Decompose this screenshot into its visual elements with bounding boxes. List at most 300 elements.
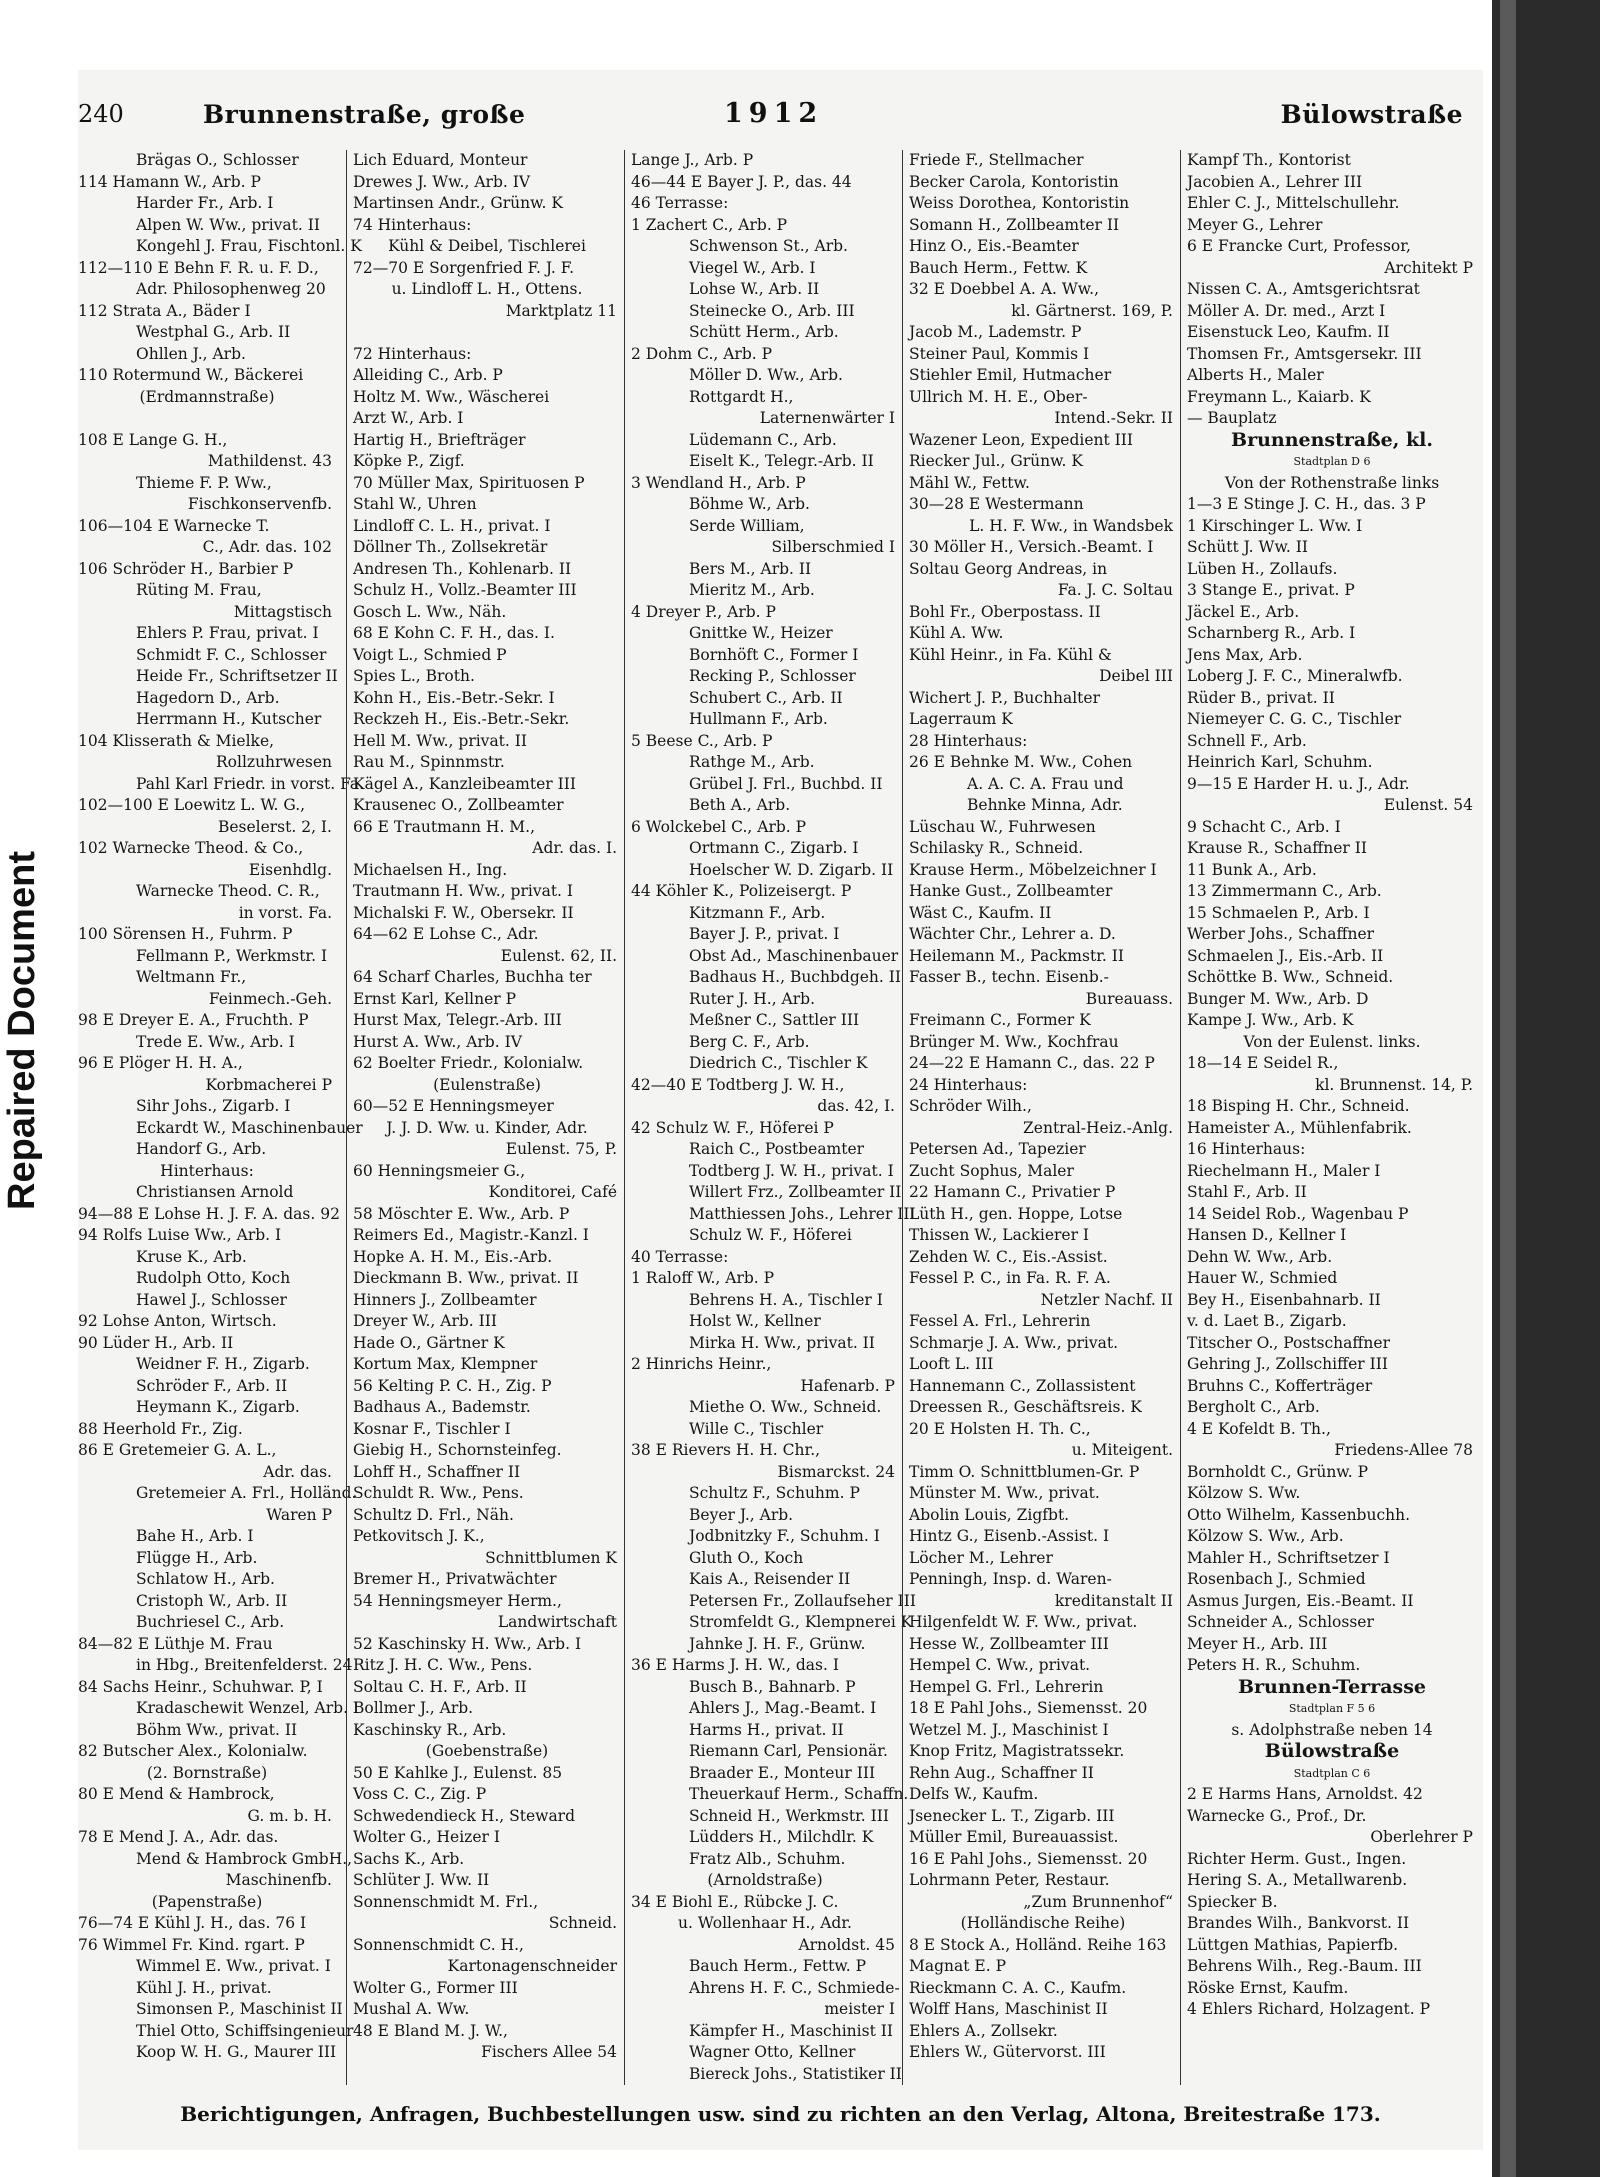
directory-entry: Rieckmann C. A. C., Kaufm. (909, 1978, 1127, 1997)
directory-entry: Reimers Ed., Magistr.-Kanzl. I (353, 1226, 589, 1244)
directory-entry: Kruse K., Arb. (136, 1247, 247, 1266)
directory-entry: 52 Kaschinsky H. Ww., Arb. I (353, 1634, 582, 1653)
directory-entry: Sonnenschmidt M. Frl., (353, 1892, 539, 1911)
directory-entry: Wetzel M. J., Maschinist I (909, 1720, 1109, 1739)
directory-entry: Cristoph W., Arb. II (136, 1591, 288, 1610)
directory-entry: 96 E Plöger H. H. A., (78, 1054, 243, 1072)
publisher-footer: Berichtigungen, Anfragen, Buchbestellungen usw. sind zu richten an den Verlag, Altona, Breitestraße 173. (180, 2102, 1381, 2126)
directory-entry: Schlatow H., Arb. (136, 1570, 275, 1588)
directory-entry: Hagedorn D., Arb. (136, 688, 280, 707)
directory-entry: Lüdemann C., Arb. (689, 430, 837, 449)
directory-entry: 112—110 E Behn F. R. u. F. D., (78, 258, 319, 277)
directory-entry: Kölzow S. Ww. (1187, 1484, 1301, 1502)
directory-entry: Niemeyer C. G. C., Tischler (1187, 710, 1402, 728)
directory-entry: Konditorei, Café (488, 1183, 617, 1201)
directory-entry: Lindloff C. L. H., privat. I (353, 516, 551, 535)
directory-entry: Fellmann P., Werkmstr. I (136, 946, 328, 965)
directory-entry: Stromfeldt G., Klempnerei K (689, 1613, 913, 1631)
directory-entry: 11 Bunk A., Arb. (1187, 860, 1317, 879)
directory-entry: Intend.-Sekr. II (1054, 409, 1173, 427)
directory-entry: Nissen C. A., Amtsgerichtsrat (1187, 280, 1420, 298)
directory-entry: Alberts H., Maler (1187, 366, 1324, 384)
directory-entry: Schmidt F. C., Schlosser (136, 645, 327, 664)
directory-entry: Kampf Th., Kontorist (1187, 151, 1351, 169)
directory-entry: Adr. das. (263, 1462, 332, 1481)
directory-entry: 28 Hinterhaus: (909, 731, 1028, 750)
directory-entry: Bauch Herm., Fettw. K (909, 258, 1088, 277)
directory-entry (78, 408, 336, 430)
directory-entry: Wäst C., Kaufm. II (909, 903, 1052, 922)
directory-entry: Raich C., Postbeamter (689, 1140, 865, 1158)
directory-entry: Somann H., Zollbeamter II (909, 215, 1120, 234)
directory-entry: Alpen W. Ww., privat. II (136, 215, 320, 234)
directory-entry: Werber Johs., Schaffner (1187, 925, 1375, 943)
directory-entry: Müller Emil, Bureauassist. (909, 1828, 1119, 1846)
directory-entry: Dreessen R., Geschäftsreis. K (909, 1398, 1142, 1416)
directory-entry: 56 Kelting P. C. H., Zig. P (353, 1376, 552, 1395)
directory-entry: Jodbnitzky F., Schuhm. I (689, 1527, 880, 1545)
directory-entry: Ohllen J., Arb. (136, 344, 246, 363)
directory-entry: Krausenec O., Zollbeamter (353, 796, 564, 814)
directory-entry: Ehlers W., Gütervorst. III (909, 2043, 1106, 2061)
directory-entry: 2 Dohm C., Arb. P (631, 344, 773, 363)
directory-entry: Fischers Allee 54 (481, 2043, 617, 2061)
directory-entry: (Holländische Reihe) (960, 1914, 1126, 1932)
directory-entry: Laternenwärter I (759, 409, 895, 427)
directory-entry: Kosnar F., Tischler I (353, 1419, 511, 1438)
directory-entry: Behrens H. A., Tischler I (689, 1290, 883, 1309)
directory-entry: Hering S. A., Metallwarenb. (1187, 1871, 1408, 1889)
directory-entry: Hauer W., Schmied (1187, 1269, 1338, 1287)
directory-entry: 9 Schacht C., Arb. I (1187, 817, 1341, 836)
directory-entry: Meyer G., Lehrer (1187, 215, 1323, 234)
directory-entry: Deibel III (1099, 667, 1173, 685)
directory-entry: Fessel P. C., in Fa. R. F. A. (909, 1269, 1111, 1287)
directory-entry: 94 Rolfs Luise Ww., Arb. I (78, 1226, 282, 1244)
directory-entry: Kongehl J. Frau, Fischtonl. K (136, 237, 362, 255)
directory-entry: Schultz D. Frl., Näh. (353, 1505, 514, 1524)
directory-entry: Mend & Hambrock GmbH., (136, 1849, 353, 1868)
directory-entry: Hempel G. Frl., Lehrerin (909, 1677, 1104, 1696)
directory-entry: Thiel Otto, Schiffsingenieur (136, 2021, 354, 2040)
directory-entry: Westphal G., Arb. II (136, 323, 291, 341)
directory-entry: u. Miteigent. (1071, 1441, 1173, 1459)
directory-entry: 74 Hinterhaus: (353, 215, 472, 234)
directory-entry: Möller D. Ww., Arb. (689, 366, 843, 384)
directory-entry: in vorst. Fa. (238, 903, 332, 922)
directory-entry: Willert Frz., Zollbeamter II (689, 1183, 902, 1201)
directory-entry: Jens Max, Arb. (1187, 645, 1303, 664)
directory-entry: C., Adr. das. 102 (202, 538, 332, 556)
directory-entry: Voss C. C., Zig. P (353, 1785, 487, 1803)
directory-entry: 64 Scharf Charles, Buchha ter (353, 968, 592, 986)
directory-entry: Asmus Jurgen, Eis.-Beamt. II (1187, 1591, 1414, 1610)
directory-entry: Netzler Nachf. II (1040, 1290, 1173, 1309)
directory-entry: Rüder B., privat. II (1187, 688, 1335, 707)
directory-entry: Hilgenfeldt W. F. Ww., privat. (909, 1613, 1138, 1631)
directory-entry: Kühl A. Ww. (909, 624, 1004, 642)
directory-entry: Stahl F., Arb. II (1187, 1183, 1307, 1201)
directory-entry: Abolin Louis, Zigfbt. (909, 1505, 1070, 1524)
directory-entry: Möller A. Dr. med., Arzt I (1187, 301, 1386, 320)
directory-entry: Ahrens H. F. C., Schmiede- (689, 1978, 900, 1997)
directory-entry: 72 Hinterhaus: (353, 344, 472, 363)
directory-entry: Arnoldst. 45 (798, 1935, 895, 1954)
directory-entry: Brägas O., Schlosser (136, 151, 299, 169)
directory-entry: Brünger M. Ww., Kochfrau (909, 1032, 1119, 1051)
directory-entry: Heilemann M., Packmstr. II (909, 946, 1124, 965)
directory-entry: Kradaschewit Wenzel, Arb. I (136, 1699, 360, 1717)
directory-entry: G. m. b. H. (247, 1806, 332, 1825)
directory-entry: 18—14 E Seidel R., (1187, 1054, 1339, 1072)
directory-entry: in Hbg., Breitenfelderst. 24 (136, 1656, 353, 1674)
directory-entry: Koop W. H. G., Maurer III (136, 2043, 337, 2061)
directory-entry: 3 Wendland H., Arb. P (631, 473, 806, 492)
directory-entry: Schneider A., Schlosser (1187, 1613, 1374, 1631)
directory-entry: Berg C. F., Arb. (689, 1032, 810, 1051)
directory-entry: Biereck Johs., Statistiker II (689, 2064, 902, 2083)
directory-entry: 2 E Harms Hans, Arnoldst. 42 (1187, 1785, 1423, 1803)
directory-entry: 22 Hamann C., Privatier P (909, 1183, 1116, 1201)
directory-entry: Wolter G., Heizer I (353, 1828, 500, 1846)
directory-entry: Loberg J. F. C., Mineralwfb. (1187, 667, 1403, 685)
directory-entry: Heymann K., Zigarb. (136, 1398, 300, 1416)
directory-entry: Sihr Johs., Zigarb. I (136, 1097, 291, 1115)
directory-entry: Kaschinsky R., Arb. (353, 1720, 507, 1739)
directory-entry: Delfs W., Kaufm. (909, 1785, 1039, 1803)
directory-entry: Lüth H., gen. Hoppe, Lotse (909, 1204, 1123, 1223)
directory-entry: Bunger M. Ww., Arb. D (1187, 989, 1369, 1008)
directory-entry: L. H. F. Ww., in Wandsbek (969, 516, 1173, 535)
directory-entry: 5 Beese C., Arb. P (631, 731, 773, 750)
directory-entry: Wimmel E. Ww., privat. I (136, 1957, 331, 1975)
directory-entry: Gehring J., Zollschiffer III (1187, 1355, 1389, 1373)
directory-entry: Hameister A., Mühlenfabrik. (1187, 1118, 1412, 1137)
directory-entry: Hopke A. H. M., Eis.-Arb. (353, 1247, 553, 1266)
directory-entry: Behnke Minna, Adr. (967, 796, 1123, 814)
directory-entry: Eisenhdlg. (248, 860, 332, 879)
directory-entry: Rudolph Otto, Koch (136, 1269, 291, 1287)
directory-entry: Ullrich M. H. E., Ober- (909, 387, 1088, 406)
directory-entry: 110 Rotermund W., Bäckerei (78, 366, 304, 384)
directory-entry: 42 Schulz W. F., Höferei P (631, 1118, 834, 1137)
directory-entry: Schlüter J. Ww. II (353, 1871, 490, 1889)
stadtplan-note: Stadtplan C 6 (1293, 1766, 1371, 1780)
directory-entry: Hullmann F., Arb. (689, 710, 828, 728)
directory-entry: Matthiessen Johs., Lehrer III (689, 1204, 916, 1223)
directory-entry: Hoelscher W. D. Zigarb. II (689, 860, 894, 879)
directory-entry: Adr. das. I. (532, 839, 617, 857)
directory-entry: Jsenecker L. T., Zigarb. III (909, 1806, 1115, 1825)
directory-entry: (Arnoldstraße) (707, 1871, 823, 1889)
directory-entry: Hempel C. Ww., privat. (909, 1656, 1091, 1674)
directory-entry: Petersen Fr., Zollaufseher III (689, 1591, 916, 1610)
directory-entry: Looft L. III (909, 1355, 994, 1373)
directory-entry: Beyer J., Arb. (689, 1505, 794, 1524)
directory-entry: Hansen D., Kellner I (1187, 1226, 1347, 1244)
directory-entry: Bollmer J., Arb. (353, 1699, 474, 1717)
directory-entry: Steinecke O., Arb. III (689, 301, 855, 320)
directory-entry: Voigt L., Schmied P (353, 645, 507, 664)
directory-entry: 114 Hamann W., Arb. P (78, 172, 261, 191)
directory-entry: Waren P (266, 1505, 332, 1524)
directory-entry: Bahe H., Arb. I (136, 1527, 254, 1545)
directory-entry: kreditanstalt II (1054, 1591, 1173, 1610)
directory-entry: Steiner Paul, Kommis I (909, 344, 1090, 363)
directory-entry: Hafenarb. P (800, 1376, 895, 1395)
directory-entry: Recking P., Schlosser (689, 667, 856, 685)
directory-entry: 72—70 E Sorgenfried F. J. F. (353, 258, 575, 277)
directory-entry: Schmaelen J., Eis.-Arb. II (1187, 946, 1384, 965)
directory-entry: 108 E Lange G. H., (78, 430, 228, 449)
directory-entry: 106 Schröder H., Barbier P (78, 559, 294, 578)
directory-entry: Kölzow S. Ww., Arb. (1187, 1527, 1344, 1545)
directory-entry: Petkovitsch J. K., (353, 1527, 485, 1545)
directory-entry: 42—40 E Todtberg J. W. H., (631, 1075, 845, 1094)
section-heading: Brunnenstraße, kl. (1231, 428, 1433, 451)
repaired-document-stamp (0, 760, 44, 1300)
directory-entry: Gosch L. Ww., Näh. (353, 602, 507, 621)
directory-entry: Hartig H., Briefträger (353, 430, 526, 449)
directory-entry (353, 322, 621, 344)
directory-entry: Röske Ernst, Kaufm. (1187, 1978, 1349, 1997)
directory-entry: Löcher M., Lehrer (909, 1548, 1053, 1567)
directory-entry: Michalski F. W., Obersekr. II (353, 903, 574, 922)
directory-entry: J. J. D. Ww. u. Kinder, Adr. (386, 1118, 588, 1137)
stamp-text: Repaired Document (0, 850, 43, 1210)
directory-entry: Böhm Ww., privat. II (136, 1720, 298, 1739)
directory-entry: Bureauass. (1085, 989, 1173, 1008)
directory-entry: Bayer J. P., privat. I (689, 925, 840, 943)
directory-entry: Theuerkauf Herm., Schaffn. (689, 1785, 909, 1803)
directory-entry: Kämpfer H., Maschinist II (689, 2021, 893, 2040)
directory-entry: Eisenstuck Leo, Kaufm. II (1187, 323, 1390, 341)
directory-entry: Otto Wilhelm, Kassenbuchh. (1187, 1505, 1411, 1524)
directory-entry: Schröder Wilh., (909, 1097, 1032, 1115)
column-1 (78, 150, 365, 2085)
directory-entry: Kampe J. Ww., Arb. K (1187, 1011, 1354, 1029)
directory-entry: 84—82 E Lüthje M. Frau (78, 1634, 273, 1653)
directory-entry: kl. Gärtnerst. 169, P. (1011, 301, 1173, 320)
directory-entry: Harms H., privat. II (689, 1720, 844, 1739)
directory-entry: 24—22 E Hamann C., das. 22 P (909, 1054, 1155, 1072)
directory-entry: 104 Klisserath & Mielke, (78, 731, 275, 750)
directory-entry: Bremer H., Privatwächter (353, 1570, 557, 1588)
directory-entry: 8 E Stock A., Holländ. Reihe 163 (909, 1935, 1167, 1954)
directory-entry: Eulenst. 54 (1383, 796, 1473, 814)
directory-entry: u. Wollenhaar H., Adr. (678, 1914, 852, 1932)
directory-entry: 1 Raloff W., Arb. P (631, 1269, 775, 1287)
directory-entry: 68 E Kohn C. F. H., das. I. (353, 624, 555, 642)
directory-entry: Eckardt W., Maschinenbauer (136, 1118, 363, 1137)
directory-entry: 15 Schmaelen P., Arb. I (1187, 903, 1370, 922)
section-heading: Brunnen-Terrasse (1237, 1675, 1426, 1698)
directory-entry: Rollzuhrwesen (215, 753, 332, 771)
directory-entry: Wille C., Tischler (689, 1419, 824, 1438)
directory-entry: Thieme F. P. Ww., (136, 473, 272, 492)
directory-entry: 24 Hinterhaus: (909, 1075, 1028, 1094)
directory-entry: Arzt W., Arb. I (353, 409, 464, 427)
directory-entry: Von der Eulenst. links. (1243, 1032, 1421, 1051)
directory-entry: Warnecke Theod. C. R., (136, 882, 320, 900)
directory-entry: Lagerraum K (909, 710, 1013, 728)
directory-entry: Herrmann H., Kutscher (136, 710, 322, 728)
directory-entry: Mahler H., Schriftsetzer I (1187, 1548, 1390, 1567)
directory-entry: Schulz W. F., Höferei (689, 1226, 852, 1244)
directory-entry: 112 Strata A., Bäder I (78, 301, 251, 320)
directory-entry: 14 Seidel Rob., Wagenbau P (1187, 1204, 1409, 1223)
directory-entry: Silberschmied I (771, 538, 895, 556)
directory-entry: Lüschau W., Fuhrwesen (909, 817, 1096, 836)
directory-entry: Schuldt R. Ww., Pens. (353, 1484, 524, 1502)
stadtplan-note: Stadtplan D 6 (1293, 455, 1371, 468)
directory-entry: Mieritz M., Arb. (689, 581, 815, 599)
directory-entry: Korbmacherei P (205, 1075, 332, 1094)
directory-entry: Eiselt K., Telegr.-Arb. II (689, 452, 874, 470)
directory-entry: 13 Zimmermann C., Arb. (1187, 882, 1382, 900)
directory-entry: Bruhns C., Kofferträger (1187, 1376, 1373, 1395)
directory-entry: kl. Brunnenst. 14, P. (1315, 1075, 1473, 1094)
directory-entry: 3 Stange E., privat. P (1187, 581, 1355, 599)
left-running-title: Brunnenstraße, große (203, 100, 526, 129)
directory-entry: Rehn Aug., Schaffner II (909, 1763, 1094, 1782)
directory-entry: Lohff H., Schaffner II (353, 1462, 521, 1481)
directory-entry: 4 Dreyer P., Arb. P (631, 602, 776, 621)
directory-entry: Soltau C. H. F., Arb. II (353, 1677, 527, 1696)
directory-entry: 58 Möschter E. Ww., Arb. P (353, 1204, 570, 1223)
directory-entry: Lohse W., Arb. II (689, 280, 820, 298)
directory-entry: Bismarckst. 24 (777, 1462, 895, 1481)
directory-entry: Landwirtschaft (497, 1613, 617, 1631)
directory-entry: Buchriesel C., Arb. (136, 1613, 285, 1631)
directory-entry: 46—44 E Bayer J. P., das. 44 (631, 172, 852, 191)
directory-entry: Drewes J. Ww., Arb. IV (353, 172, 531, 191)
directory-entry: Freymann L., Kaiarb. K (1187, 387, 1371, 406)
directory-entry: Weidner F. H., Zigarb. (136, 1355, 310, 1373)
directory-entry: Jacob M., Lademstr. P (909, 323, 1082, 341)
directory-entry: Petersen Ad., Tapezier (909, 1140, 1086, 1158)
directory-entry: Brandes Wilh., Bankvorst. II (1187, 1914, 1410, 1932)
directory-entry: Sonnenschmidt C. H., (353, 1935, 524, 1954)
directory-entry: Dehn W. Ww., Arb. (1187, 1247, 1333, 1266)
directory-entry: Mittagstisch (233, 602, 332, 621)
directory-entry: Kais A., Reisender II (689, 1570, 851, 1588)
directory-entry: Peters H. R., Schuhm. (1187, 1656, 1361, 1674)
directory-entry: Oberlehrer P (1370, 1828, 1473, 1846)
directory-entry: Mähl W., Fettw. (909, 473, 1030, 492)
directory-entry: 4 Ehlers Richard, Holzagent. P (1187, 2000, 1431, 2018)
directory-entry: Dieckmann B. Ww., privat. II (353, 1269, 579, 1287)
directory-entry: 46 Terrasse: (631, 194, 729, 212)
directory-entry: Obst Ad., Maschinenbauer (689, 946, 899, 965)
directory-entry: 16 Hinterhaus: (1187, 1140, 1306, 1158)
directory-entry: Todtberg J. W. H., privat. I (689, 1161, 894, 1180)
directory-entry: 1—3 E Stinge J. C. H., das. 3 P (1187, 495, 1426, 513)
directory-entry: Kortum Max, Klempner (353, 1355, 538, 1373)
directory-entry: Ortmann C., Zigarb. I (689, 839, 859, 857)
directory-entry: Handorf G., Arb. (136, 1140, 267, 1158)
directory-entry: 16 E Pahl Johs., Siemensst. 20 (909, 1849, 1148, 1868)
directory-entry: Ritz J. H. C. Ww., Pens. (353, 1656, 533, 1674)
directory-entry: Kägel A., Kanzleibeamter III (353, 774, 576, 793)
directory-entry: Thissen W., Lackierer I (909, 1226, 1090, 1244)
directory-entry: Eulenst. 62, II. (500, 946, 617, 965)
directory-entry: Zehden W. C., Eis.-Assist. (909, 1247, 1108, 1266)
directory-entry: 78 E Mend J. A., Adr. das. (78, 1828, 279, 1846)
directory-entry: Schröder F., Arb. II (136, 1376, 288, 1395)
directory-entry: Harder Fr., Arb. I (136, 194, 274, 212)
directory-entry: Fessel A. Frl., Lehrerin (909, 1312, 1091, 1330)
directory-entry: Rathge M., Arb. (689, 753, 815, 771)
directory-entry: Hesse W., Zollbeamter III (909, 1634, 1109, 1653)
directory-entry: Bey H., Eisenbahnarb. II (1187, 1290, 1381, 1309)
directory-entry: Badhaus H., Buchbdgeh. II (689, 968, 901, 986)
directory-entry: 50 E Kahlke J., Eulenst. 85 (353, 1763, 563, 1782)
directory-entry: s. Adolphstraße neben 14 (1231, 1720, 1433, 1739)
directory-entry: Mushal A. Ww. (353, 2000, 470, 2018)
directory-entry: Heide Fr., Schriftsetzer II (136, 667, 338, 685)
directory-entry: Jacobien A., Lehrer III (1187, 172, 1363, 191)
directory-entry: Gnittke W., Heizer (689, 624, 833, 642)
directory-entry: Schwenson St., Arb. (689, 237, 848, 255)
directory-entry: Spies L., Broth. (353, 667, 475, 685)
directory-entry: Krause R., Schaffner II (1187, 839, 1367, 857)
directory-entry: Andresen Th., Kohlenarb. II (353, 559, 572, 578)
directory-entry: Martinsen Andr., Grünw. K (353, 194, 563, 212)
directory-entry: Badhaus A., Bademstr. (353, 1398, 531, 1416)
directory-entry: Rau M., Spinnmstr. (353, 753, 505, 771)
directory-entry: Meßner C., Sattler III (689, 1011, 860, 1029)
directory-entry: Böhme W., Arb. (689, 495, 810, 513)
directory-entry: Weltmann Fr., (136, 968, 247, 986)
directory-entry: Christiansen Arnold (136, 1183, 294, 1201)
directory-entry: Beth A., Arb. (689, 796, 791, 814)
directory-entry: Becker Carola, Kontoristin (909, 172, 1119, 191)
directory-entry: 36 E Harms J. H. W., das. I (631, 1656, 839, 1674)
directory-entry: 102 Warnecke Theod. & Co., (78, 839, 304, 857)
directory-entry: Riecker Jul., Grünw. K (909, 452, 1083, 470)
directory-entry: Rüting M. Frau, (136, 581, 262, 599)
stadtplan-note: Stadtplan F 5 6 (1288, 1702, 1376, 1715)
directory-entry: Mathildenst. 43 (207, 452, 332, 470)
year-label: 1912 (724, 98, 824, 129)
directory-entry: Ahlers J., Mag.-Beamt. I (689, 1699, 877, 1717)
directory-entry: Wazener Leon, Expedient III (909, 430, 1134, 449)
directory-entry: Hanke Gust., Zollbeamter (909, 882, 1113, 900)
section-heading: Bülowstraße (1264, 1740, 1400, 1762)
directory-entry: Friede F., Stellmacher (909, 151, 1084, 169)
directory-entry: — Bauplatz (1187, 409, 1277, 427)
directory-entry: Michaelsen H., Ing. (353, 860, 508, 879)
directory-entry: Jäckel E., Arb. (1187, 602, 1300, 621)
directory-entry: Lich Eduard, Monteur (353, 151, 528, 169)
directory-entry: Hinz O., Eis.-Beamter (909, 237, 1079, 255)
directory-entry: Fratz Alb., Schuhm. (689, 1849, 846, 1868)
directory-entry: 26 E Behnke M. Ww., Cohen (909, 753, 1133, 771)
directory-entry: 6 Wolckebel C., Arb. P (631, 817, 807, 836)
directory-entry: 32 E Doebbel A. A. Ww., (909, 280, 1100, 298)
directory-entry: Hintz G., Eisenb.-Assist. I (909, 1527, 1110, 1545)
right-running-title: Bülowstraße (1280, 100, 1463, 129)
directory-entry: 86 E Gretemeier G. A. L., (78, 1441, 277, 1459)
directory-entry: Diedrich C., Tischler K (689, 1054, 868, 1072)
directory-entry: Spiecker B. (1187, 1892, 1278, 1911)
directory-entry: Kühl Heinr., in Fa. Kühl & (909, 645, 1112, 664)
scan-edge-strip (1500, 0, 1516, 2177)
directory-entry: Schilasky R., Schneid. (909, 839, 1084, 857)
directory-entry: 30—28 E Westermann (909, 495, 1084, 513)
directory-entry: Bornholdt C., Grünw. P (1187, 1462, 1369, 1481)
